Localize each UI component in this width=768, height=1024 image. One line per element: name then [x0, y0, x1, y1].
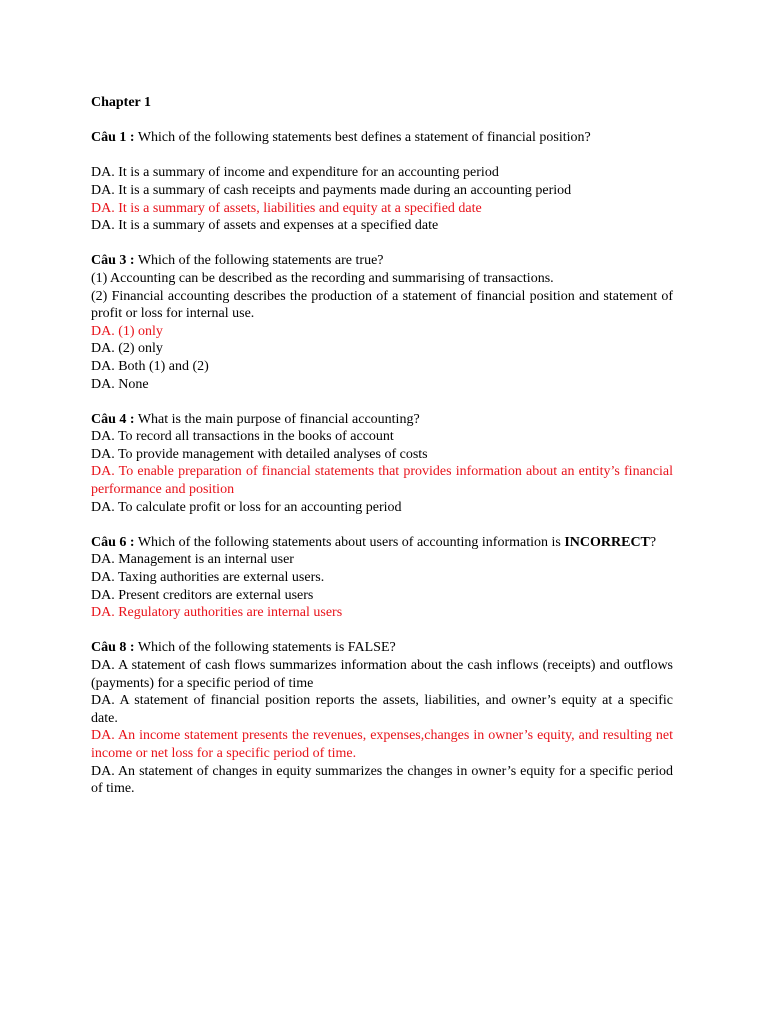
question-8-prompt: [91, 639, 673, 657]
statement-2: (2) Financial accounting describes the production of a statement of financial position and statement of profit or loss for internal use.: [91, 288, 673, 322]
chapter-title: Chapter 1: [91, 95, 152, 110]
answer-option: DA. None: [91, 376, 149, 392]
question-number: Câu 6 :: [91, 534, 135, 550]
answer-option: DA. To provide management with detailed analyses of costs: [91, 446, 428, 462]
answer-option-correct: DA. It is a summary of assets, liabilities and equity at a specified date: [91, 200, 482, 216]
question-number: Câu 8 :: [91, 640, 135, 656]
answer-option: DA. A statement of financial position reports the assets, liabilities, and owner’s equity at a specific date.: [91, 693, 673, 726]
answer-option-correct: DA. Regulatory authorities are internal users: [91, 605, 343, 621]
answer-option: DA. It is a summary of cash receipts and payments made during an accounting period: [91, 182, 572, 198]
answer-option: DA. Both (1) and (2): [91, 358, 209, 374]
question-text: Which of the following statements best defines a statement of financial position?: [137, 130, 591, 146]
answer-option: DA. To calculate profit or loss for an accounting period: [91, 499, 402, 515]
question-text-end: ?: [649, 534, 657, 550]
answer-option-correct: DA. An income statement presents the revenues, expenses,changes in owner’s equity, and resulting net income or net loss for a specific period of time.: [91, 728, 673, 761]
question-6: [91, 534, 673, 622]
answer-option: DA. An statement of changes in equity summarizes the changes in owner’s equity for a specific period of time.: [91, 763, 673, 797]
question-text: Which of the following statements are true?: [137, 253, 384, 269]
answer-option: DA. Present creditors are external users: [91, 587, 314, 603]
question-text: What is the main purpose of financial accounting?: [137, 411, 420, 427]
question-1: [91, 129, 673, 235]
statement-1: (1) Accounting can be described as the recording and summarising of transactions.: [91, 270, 554, 286]
question-6-prompt: [91, 534, 673, 552]
question-text: Which of the following statements about users of accounting information is: [137, 534, 561, 550]
question-8: [91, 639, 673, 797]
question-text: Which of the following statements is FALSE?: [137, 640, 396, 656]
answer-option: DA. (2) only: [91, 341, 163, 357]
question-number: Câu 1 :: [91, 130, 135, 146]
document-page: [91, 94, 673, 815]
question-4-prompt: [91, 411, 673, 429]
spacer: [91, 147, 673, 165]
question-3-prompt: [91, 252, 673, 270]
answer-option: DA. A statement of cash flows summarizes information about the cash inflows (receipts) and outflows (payments) for a specific period of time: [91, 658, 673, 691]
answer-option: DA. Taxing authorities are external users.: [91, 570, 325, 586]
question-number: Câu 4 :: [91, 411, 135, 427]
question-emphasis: INCORRECT: [564, 534, 650, 550]
answer-option-correct: DA. (1) only: [91, 323, 163, 339]
answer-option: DA. To record all transactions in the books of account: [91, 429, 394, 445]
question-3: [91, 252, 673, 393]
question-number: Câu 3 :: [91, 253, 135, 269]
question-4: [91, 411, 673, 517]
question-1-prompt: [91, 129, 673, 147]
answer-option-correct: DA. To enable preparation of financial statements that provides information about an entity’s financial performance and position: [91, 464, 673, 498]
answer-option: DA. It is a summary of income and expenditure for an accounting period: [91, 165, 499, 181]
answer-option: DA. It is a summary of assets and expenses at a specified date: [91, 218, 439, 234]
answer-option: DA. Management is an internal user: [91, 552, 294, 568]
